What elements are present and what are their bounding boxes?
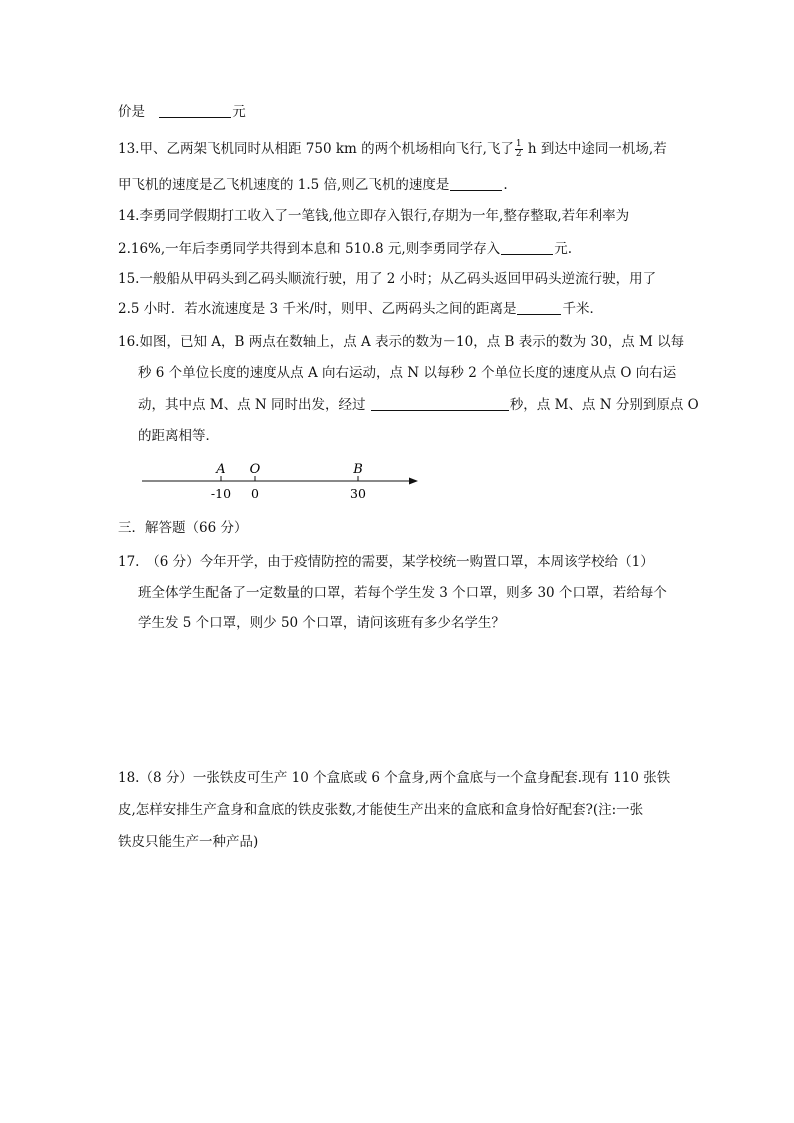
q16-text-a: 动，其中点 M、点 N 同时出发，经过 [138, 397, 370, 413]
q18-line3: 铁皮只能生产一种产品) [118, 834, 259, 850]
q13-frac-den: 2 [515, 149, 522, 159]
tick-label-30: 30 [350, 486, 366, 501]
q13-text-a: 13.甲、乙两架飞机同时从相距 750 km 的两个机场相向飞行,飞了 [118, 141, 514, 157]
q14-line2 [118, 240, 572, 258]
q14-text-b: 元. [554, 241, 572, 257]
q16-answer-blank[interactable] [371, 396, 509, 411]
q13-text-d: . [503, 177, 508, 193]
tick-label-0: 0 [251, 486, 259, 501]
q16-text-b: 秒，点 M、点 N 分别到原点 O [509, 397, 699, 413]
q13-answer-blank[interactable] [450, 176, 502, 191]
q16-line1: 16.如图，已知 A，B 两点在数轴上，点 A 表示的数为－10，点 B 表示的数为 30，点 M 以每 [118, 334, 685, 350]
q14-text-a: 2.16%,一年后李勇同学共得到本息和 510.8 元,则李勇同学存入 [118, 241, 501, 257]
q13-text-b: h 到达中途同一机场,若 [523, 141, 667, 157]
q13-fraction [515, 140, 523, 159]
q17-line2: 班全体学生配备了一定数量的口罩，若每个学生发 3 个口罩，则多 30 个口罩，若给每个 [138, 585, 667, 601]
q16-line2: 秒 6 个单位长度的速度从点 A 向右运动，点 N 以每秒 2 个单位长度的速度从点 O 向右运 [138, 365, 677, 381]
q15-line1: 15.一般船从甲码头到乙码头顺流行驶，用了 2 小时；从乙码头返回甲码头逆流行驶，用了 [118, 271, 657, 287]
q15-answer-blank[interactable] [517, 300, 561, 315]
q15-text-b: 千米． [562, 301, 603, 317]
section-3-title: 三．解答题（66 分） [118, 520, 248, 536]
q15-line2 [118, 300, 603, 318]
label-b: B [353, 462, 363, 477]
q13-text-c: 甲飞机的速度是乙飞机速度的 1.5 倍,则乙飞机的速度是 [118, 177, 450, 193]
q18-line2: 皮,怎样安排生产盒身和盒底的铁皮张数,才能使生产出来的盒底和盒身恰好配套?(注:一张 [118, 802, 644, 818]
q13-frac-num: 1 [515, 139, 522, 149]
label-o: O [249, 462, 261, 477]
q12-tail [118, 103, 246, 121]
q14-answer-blank[interactable] [501, 240, 553, 255]
q16-line3 [138, 396, 699, 414]
q12-answer-blank[interactable] [159, 103, 231, 118]
q14-line1: 14.李勇同学假期打工收入了一笔钱,他立即存入银行,存期为一年,整存整取,若年利率为 [118, 208, 630, 224]
label-a: A [216, 462, 226, 477]
q17-line1: 17. （6 分）今年开学，由于疫情防控的需要，某学校统一购置口罩，本周该学校给（1） [118, 554, 654, 570]
tick-label-neg10: -10 [210, 486, 232, 501]
q13-line1 [118, 140, 667, 159]
q16-line4: 的距离相等． [138, 428, 219, 444]
q12-tail-text: 价是 [118, 104, 145, 120]
q15-text-a: 2.5 小时．若水流速度是 3 千米/时，则甲、乙两码头之间的距离是 [118, 301, 517, 317]
axis-arrow-icon [409, 478, 418, 485]
q12-unit: 元 [232, 104, 246, 120]
q18-line1: 18.（8 分）一张铁皮可生产 10 个盒底或 6 个盒身,两个盒底与一个盒身配套.现有 110 张铁 [118, 770, 671, 786]
q13-line2 [118, 176, 508, 194]
q17-line3: 学生发 5 个口罩，则少 50 个口罩，请问该班有多少名学生？ [138, 615, 505, 631]
number-line-figure [0, 455, 794, 505]
